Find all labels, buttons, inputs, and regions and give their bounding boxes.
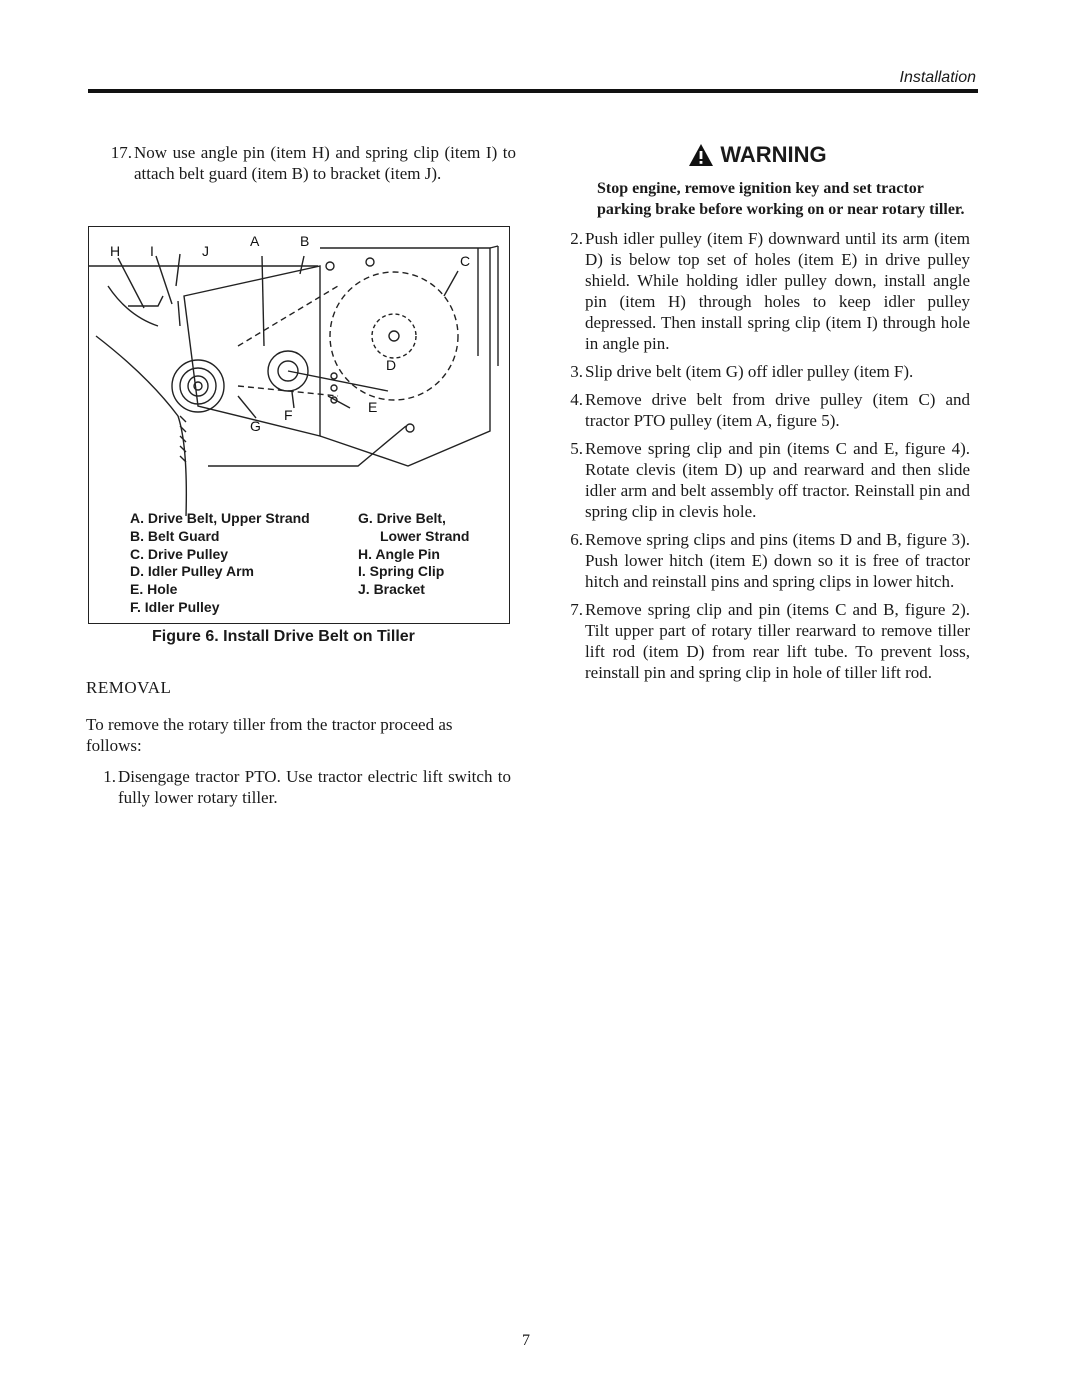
label-j: J [202,243,209,259]
legend-item: G. Drive Belt, [358,510,446,526]
section-label: Installation [899,69,976,86]
step-number: 17. [110,143,132,162]
step-number: 5. [570,439,583,458]
step-number: 1. [103,767,116,786]
page-number: 7 [522,1332,530,1349]
label-d: D [386,357,397,373]
label-h: H [110,243,121,259]
step-7 [565,599,970,683]
warning-title-text: WARNING [720,142,827,167]
step-4 [565,389,970,431]
section-heading: REMOVAL [86,678,172,697]
step-text: Now use angle pin (item H) and spring clip (item I) to attach belt guard (item B) to bracket (item J). [134,143,516,183]
label-a: A [250,233,260,249]
legend-item: Lower Strand [380,527,470,544]
warning-title [545,142,970,168]
warning-text: Stop engine, remove ignition key and set tractor parking brake before working on or near rotary tiller. [597,180,965,218]
step-number: 2. [570,229,583,248]
legend-item: E. Hole [130,581,178,598]
step-text: Disengage tractor PTO. Use tractor electric lift switch to fully lower rotary tiller. [118,767,511,807]
step-number: 6. [570,530,583,549]
legend-item: D. Idler Pulley Arm [130,563,254,580]
step-text: Remove spring clip and pin (items C and B, figure 2). Tilt upper part of rotary tiller rearward to remove tiller lift rod (item D) from rear lift tube. To prevent loss, reinstall pin and spring clip in hole of tiller lift rod. [585,600,970,682]
legend-item: H. Angle Pin [358,545,440,562]
header-rule [88,89,978,93]
step-text: Remove spring clips and pins (items D and B, figure 3). Push lower hitch (item E) down so it is free of tractor hitch and reinstall pins and spring clips in lower hitch. [585,530,970,591]
legend-item: J. Bracket [358,581,425,598]
warning-triangle-icon [688,143,714,167]
label-f: F [284,407,293,423]
label-g: G [250,418,261,434]
step-5 [565,438,970,522]
figure-legend [130,510,500,617]
legend-item: F. Idler Pulley [130,598,220,615]
step-2 [565,228,970,354]
removal-step-1 [86,766,511,808]
step-number: 3. [570,362,583,381]
step-text: Remove spring clip and pin (items C and E, figure 4). Rotate clevis (item D) up and rearward and then slide idler arm and belt assembly off tractor. Reinstall pin and spring clip in clevis hole. [585,439,970,521]
legend-item: C. Drive Pulley [130,545,229,562]
drive-belt-diagram [88,226,510,516]
label-e: E [368,399,378,415]
label-c: C [460,253,471,269]
legend-item: B. Belt Guard [130,527,220,544]
step-6 [565,529,970,592]
label-b: B [300,233,310,249]
legend-item: A. Drive Belt, Upper Strand [130,510,310,526]
figure-caption: Figure 6. Install Drive Belt on Tiller [152,628,415,645]
label-i: I [150,243,154,259]
step-text: Push idler pulley (item F) downward until its arm (item D) is below top set of holes (item E) in drive pulley shield. While holding idler pulley down, install angle pin (item H) through holes to keep idler pulley depressed. Then install spring clip (item I) through hole in angle pin. [585,229,970,353]
step-text: Remove drive belt from drive pulley (item C) and tractor PTO pulley (item A, figure 5). [585,390,970,430]
legend-item: I. Spring Clip [358,563,445,580]
removal-intro: To remove the rotary tiller from the tractor proceed as follows: [86,715,453,755]
right-column [565,142,970,690]
step-text: Slip drive belt (item G) off idler pulley (item F). [585,362,914,381]
step-number: 7. [570,600,583,619]
step-17 [100,142,516,184]
step-3 [565,361,970,382]
step-number: 4. [570,390,583,409]
